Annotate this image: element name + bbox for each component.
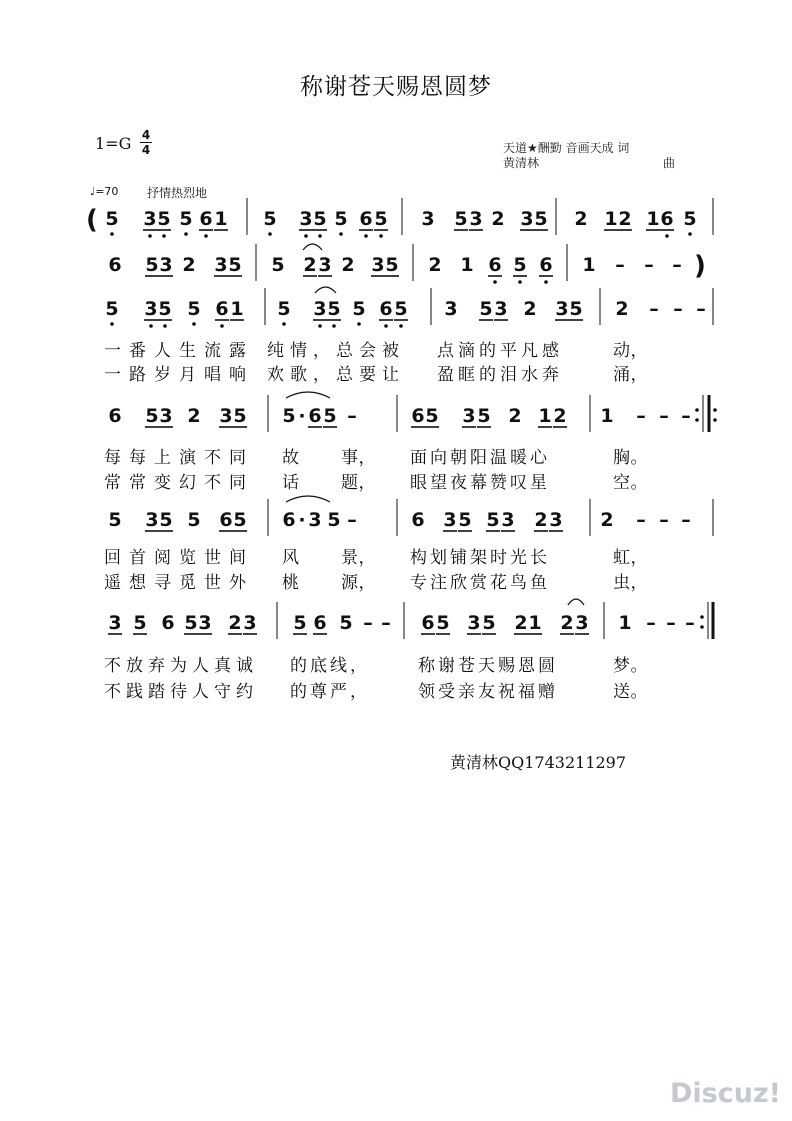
row1-low-dot (162, 234, 166, 238)
meter-top: 4 (141, 128, 151, 142)
row2-note: 2 (428, 254, 442, 276)
row3-note: 2 (615, 298, 629, 320)
row1-note: 3 (143, 208, 157, 230)
row5-note: 2 (600, 509, 614, 531)
row2-note: 2 (341, 254, 355, 276)
row2-low-dot (518, 280, 522, 284)
repeat-dot (700, 625, 704, 629)
row6-note: – (685, 612, 695, 634)
repeat-dot (700, 615, 704, 619)
row4-note: 3 (159, 405, 173, 427)
lyric-v1-l4d: 梦。 (613, 656, 648, 676)
row3-note: 5 (105, 298, 119, 320)
row6-note: 5 (339, 612, 353, 634)
composer-role: 曲 (663, 156, 676, 170)
row1-low-dot (148, 234, 152, 238)
lyricist-credit: 天道★酬勤 音画天成 词 (503, 141, 630, 155)
row6-note: 6 (313, 612, 327, 634)
row1-note: 5 (105, 208, 119, 230)
row5-note: 2 (534, 509, 548, 531)
lyric-v1-l4a: 不放弃为人真诚 (104, 656, 258, 676)
tempo-marking: ♩=70 (90, 185, 119, 198)
row4-note: 5 (477, 405, 491, 427)
row3-low-dot (192, 322, 196, 326)
row6-note: 6 (161, 612, 175, 634)
row6-note: 3 (575, 612, 589, 634)
lyric-v1-l3c: 景， (341, 548, 376, 568)
row4-note: 3 (462, 405, 476, 427)
row5-note: 3 (443, 509, 457, 531)
row6-note: 3 (198, 612, 212, 634)
row2-note: 1 (582, 254, 596, 276)
row5-note: 5 (159, 509, 173, 531)
lyric-v2-l2a: 常常变幻不同 (104, 473, 254, 493)
row3-low-dot (149, 324, 153, 328)
row5-note: 5 (458, 509, 472, 531)
row1-note: 2 (618, 208, 632, 230)
composer-name: 黄清林 (503, 156, 540, 170)
row3-note: 3 (144, 298, 158, 320)
row1-low-dot (204, 234, 208, 238)
row3-low-dot (282, 322, 286, 326)
signature: 黄清林QQ1743211297 (450, 753, 627, 772)
row1-note: 6 (660, 208, 674, 230)
row1-note: 1 (604, 208, 618, 230)
row6-note: 5 (436, 612, 450, 634)
row5-note: 3 (145, 509, 159, 531)
row5-note: 3 (308, 509, 322, 531)
expression-marking: 抒情热烈地 (147, 186, 208, 200)
row5-note: 3 (501, 509, 515, 531)
row5-note: 6 (219, 509, 233, 531)
row3-note: 3 (494, 298, 508, 320)
row3-low-dot (384, 324, 388, 328)
row5-note: – (636, 509, 646, 531)
row6-note: 1 (528, 612, 542, 634)
lyric-v2-l1d: 涌， (613, 365, 648, 385)
row3-note: – (649, 298, 659, 320)
row4-note: – (659, 405, 669, 427)
row1-note: 1 (646, 208, 660, 230)
lyric-v1-l2e: 胸。 (613, 448, 648, 468)
row4-note: 3 (219, 405, 233, 427)
row2-note: 6 (488, 254, 502, 276)
row5-note: 5 (187, 509, 201, 531)
row1-note: 2 (491, 208, 505, 230)
meter-bottom: 4 (141, 143, 151, 157)
row1-note: 1 (214, 208, 228, 230)
row3-low-dot (110, 322, 114, 326)
lyric-v1-l1b: 纯情，总会被 (267, 341, 405, 361)
tie-arc (286, 392, 330, 398)
row2-note: 2 (303, 254, 317, 276)
row5-note: 5 (108, 509, 122, 531)
repeat-dot (713, 418, 717, 422)
row6-note: 3 (108, 612, 122, 634)
tie-arc (315, 287, 336, 293)
lyric-v1-l2b: 故 (282, 448, 300, 468)
lyric-v1-l4c: 称谢苍天赐恩圆 (418, 656, 558, 676)
close-paren: ) (694, 251, 706, 281)
row4-note: 5 (282, 405, 296, 427)
row6-note: – (363, 612, 373, 634)
repeat-dot (695, 418, 699, 422)
lyric-v1-l2c: 事， (341, 448, 376, 468)
row1-low-dot (304, 234, 308, 238)
row1-low-dot (364, 234, 368, 238)
lyric-v2-l4a: 不践踏待人守约 (104, 682, 258, 702)
lyric-v2-l4d: 送。 (613, 682, 648, 702)
row1-low-dot (688, 232, 692, 236)
row1-low-dot (184, 232, 188, 236)
row1-note: 3 (421, 208, 435, 230)
tie-arc (568, 599, 584, 605)
row4-note: 5 (145, 405, 159, 427)
lyric-v2-l4c: 领受亲友祝福赠 (418, 682, 558, 702)
row3-note: – (696, 298, 706, 320)
row3-low-dot (220, 324, 224, 328)
row1-note: 5 (534, 208, 548, 230)
lyric-v2-l3d: 专注欣赏花鸟鱼 (410, 573, 550, 593)
row6-note: – (646, 612, 656, 634)
row1-note: 5 (374, 208, 388, 230)
row3-note: 5 (277, 298, 291, 320)
row6-note: 3 (467, 612, 481, 634)
row6-note: 2 (514, 612, 528, 634)
row2-note: 6 (539, 254, 553, 276)
row6-note: 5 (184, 612, 198, 634)
row2-low-dot (493, 280, 497, 284)
row5-note: 6 (411, 509, 425, 531)
row3-note: 3 (555, 298, 569, 320)
row2-note: 5 (145, 254, 159, 276)
lyric-v1-l3e: 虹， (613, 548, 648, 568)
row5-note: 6 (282, 509, 296, 531)
row3-low-dot (399, 324, 403, 328)
row4-note: 1 (600, 405, 614, 427)
row4-note: 2 (553, 405, 567, 427)
row6-note: 5 (133, 612, 147, 634)
row2-note: 5 (228, 254, 242, 276)
row6-note: 3 (243, 612, 257, 634)
open-paren: ( (86, 205, 98, 235)
row4-note: 6 (411, 405, 425, 427)
row2-note: 2 (182, 254, 196, 276)
row4-note: – (636, 405, 646, 427)
row1-low-dot (665, 234, 669, 238)
row6-note: 5 (482, 612, 496, 634)
row5-note: 5 (233, 509, 247, 531)
row5-note: 5 (327, 509, 341, 531)
row2-note: 3 (318, 254, 332, 276)
row3-note: 3 (444, 298, 458, 320)
row1-note: 3 (299, 208, 313, 230)
row1-note: 6 (359, 208, 373, 230)
row2-note: 1 (460, 254, 474, 276)
row4-note: – (681, 405, 691, 427)
row4-note: · (298, 405, 306, 427)
row1-note: 5 (683, 208, 697, 230)
row2-note: – (644, 254, 654, 276)
row1-note: 5 (334, 208, 348, 230)
row3-note: 5 (394, 298, 408, 320)
row6-note: 1 (618, 612, 632, 634)
row3-note: 5 (327, 298, 341, 320)
row3-note: 2 (523, 298, 537, 320)
row3-low-dot (357, 322, 361, 326)
tie-arc (286, 496, 330, 502)
lyric-v2-l2d: 眼望夜幕赞叹星 (410, 473, 550, 493)
row4-note: 2 (508, 405, 522, 427)
lyric-v2-l3c: 源， (341, 573, 376, 593)
row1-low-dot (339, 232, 343, 236)
row5-note: · (298, 509, 306, 531)
lyric-v2-l4b: 的尊严， (290, 682, 370, 702)
lyric-v1-l3b: 风 (282, 548, 300, 568)
lyric-v2-l2b: 话 (282, 473, 300, 493)
row2-note: 3 (159, 254, 173, 276)
row1-note: 2 (574, 208, 588, 230)
row2-note: 3 (214, 254, 228, 276)
row2-low-dot (544, 280, 548, 284)
lyric-v1-l3a: 回首阅览世间 (104, 548, 254, 568)
lyric-v1-l4b: 的底线， (290, 656, 370, 676)
row4-note: 1 (538, 405, 552, 427)
song-title: 称谢苍天赐恩圆梦 (300, 74, 492, 100)
key-signature: 1=G (95, 134, 132, 153)
watermark-logo: Discuz! (670, 1078, 781, 1109)
row3-note: 5 (187, 298, 201, 320)
row3-low-dot (318, 324, 322, 328)
tie-arc (303, 244, 322, 250)
row5-note: 3 (549, 509, 563, 531)
row4-note: 2 (187, 405, 201, 427)
row4-note: 5 (233, 405, 247, 427)
row6-note: 6 (421, 612, 435, 634)
lyric-v1-l1d: 动， (613, 341, 648, 361)
row3-note: 6 (379, 298, 393, 320)
lyric-v2-l2e: 空。 (613, 473, 648, 493)
lyric-v1-l3d: 构划铺架时光长 (410, 548, 550, 568)
row3-low-dot (332, 324, 336, 328)
row4-note: 6 (308, 405, 322, 427)
row5-note: – (347, 509, 357, 531)
row3-note: 3 (313, 298, 327, 320)
row2-note: – (615, 254, 625, 276)
row2-note: – (672, 254, 682, 276)
lyric-v1-l1a: 一番人生流露 (104, 341, 254, 361)
row6-note: 5 (293, 612, 307, 634)
lyric-v2-l1b: 欢歌，总要让 (267, 365, 405, 385)
row6-note: – (381, 612, 391, 634)
row3-note: 5 (479, 298, 493, 320)
row2-note: 5 (385, 254, 399, 276)
repeat-dot (695, 408, 699, 412)
row1-note: 5 (454, 208, 468, 230)
row3-note: 5 (569, 298, 583, 320)
row6-note: 2 (228, 612, 242, 634)
row2-note: 5 (271, 254, 285, 276)
row1-note: 5 (313, 208, 327, 230)
repeat-dot (713, 408, 717, 412)
row4-note: – (347, 405, 357, 427)
row3-note: 6 (215, 298, 229, 320)
row1-note: 3 (469, 208, 483, 230)
row3-note: 5 (158, 298, 172, 320)
lyric-v2-l1a: 一路岁月唱响 (104, 365, 254, 385)
row1-note: 5 (179, 208, 193, 230)
row1-low-dot (379, 234, 383, 238)
row3-note: – (673, 298, 683, 320)
row2-note: 5 (513, 254, 527, 276)
row1-note: 3 (520, 208, 534, 230)
row5-note: 5 (486, 509, 500, 531)
lyric-v2-l3b: 桃 (282, 573, 300, 593)
lyric-v1-l1c: 点滴的平凡感 (437, 341, 563, 361)
row2-note: 6 (108, 254, 122, 276)
row1-low-dot (110, 232, 114, 236)
row1-note: 6 (199, 208, 213, 230)
row5-note: – (681, 509, 691, 531)
row3-note: 5 (352, 298, 366, 320)
row3-note: 1 (230, 298, 244, 320)
lyric-v2-l2c: 题， (341, 473, 376, 493)
row6-note: 2 (560, 612, 574, 634)
row1-note: 5 (157, 208, 171, 230)
row4-note: 5 (425, 405, 439, 427)
row3-low-dot (163, 324, 167, 328)
lyric-v2-l3a: 遥想寻觅世外 (104, 573, 254, 593)
row2-note: 3 (371, 254, 385, 276)
lyric-v1-l2d: 面向朝阳温暖心 (410, 448, 550, 468)
row5-note: – (659, 509, 669, 531)
row4-note: 6 (108, 405, 122, 427)
lyric-v1-l2a: 每每上演不同 (104, 448, 254, 468)
row6-note: – (666, 612, 676, 634)
row4-note: 5 (323, 405, 337, 427)
row1-low-dot (318, 234, 322, 238)
lyric-v2-l3e: 虫， (613, 573, 648, 593)
row1-note: 5 (263, 208, 277, 230)
lyric-v2-l1c: 盈眶的泪水奔 (437, 365, 563, 385)
row1-low-dot (268, 232, 272, 236)
